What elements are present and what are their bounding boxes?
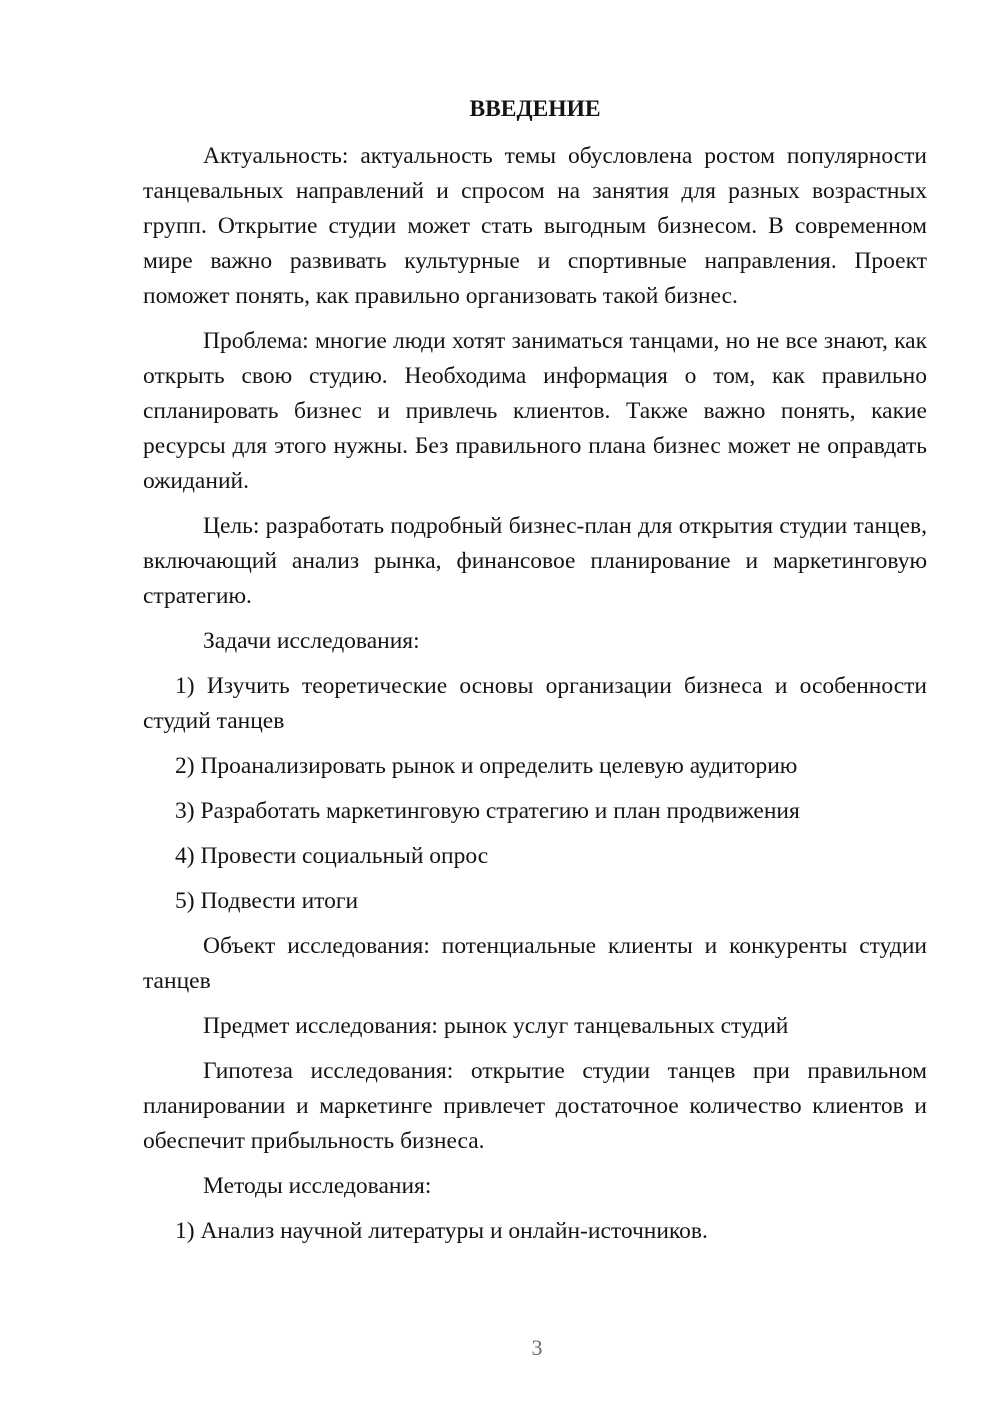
problem-paragraph: Проблема: многие люди хотят заниматься танцами, но не все знают, как открыть свою студию. Необходима информация о том, как правильно спланировать бизнес и привлечь клиентов. Также важно понять, какие ресурсы для этого нужны. Без правильного плана бизнес может не оправдать ожиданий. [143,328,927,494]
page-number: 3 [531,1335,543,1360]
goal-paragraph: Цель: разработать подробный бизнес-план для открытия студии танцев, включающий анализ рынка, финансовое планирование и маркетинговую стратегию. [143,513,927,609]
task-item-2: 2) Проанализировать рынок и определить целевую аудиторию [175,753,798,779]
hypothesis-paragraph: Гипотеза исследования: открытие студии танцев при правильном планировании и маркетинге привлечет достаточное количество клиентов и обеспечит прибыльность бизнеса. [143,1058,927,1154]
task-item-3: 3) Разработать маркетинговую стратегию и план продвижения [175,798,800,824]
tasks-title: Задачи исследования: [203,628,420,654]
task-item-5: 5) Подвести итоги [175,888,359,914]
subject-paragraph: Предмет исследования: рынок услуг танцевальных студий [203,1013,789,1039]
object-paragraph: Объект исследования: потенциальные клиенты и конкуренты студии танцев [143,933,927,994]
relevance-paragraph: Актуальность: актуальность темы обусловлена ростом популярности танцевальных направлений и спросом на занятия для разных возрастных групп. Открытие студии может стать выгодным бизнесом. В современном мире важно развивать культурные и спортивные направления. Проект поможет понять, как правильно организовать такой бизнес. [143,143,927,309]
document-body [143,92,927,1259]
section-heading: ВВЕДЕНИЕ [469,96,601,122]
method-item-1: 1) Анализ научной литературы и онлайн-источников. [175,1218,708,1244]
methods-title: Методы исследования: [203,1173,432,1199]
task-item-4: 4) Провести социальный опрос [175,843,489,869]
task-item-1: 1) Изучить теоретические основы организации бизнеса и особенности студий танцев [143,673,927,734]
